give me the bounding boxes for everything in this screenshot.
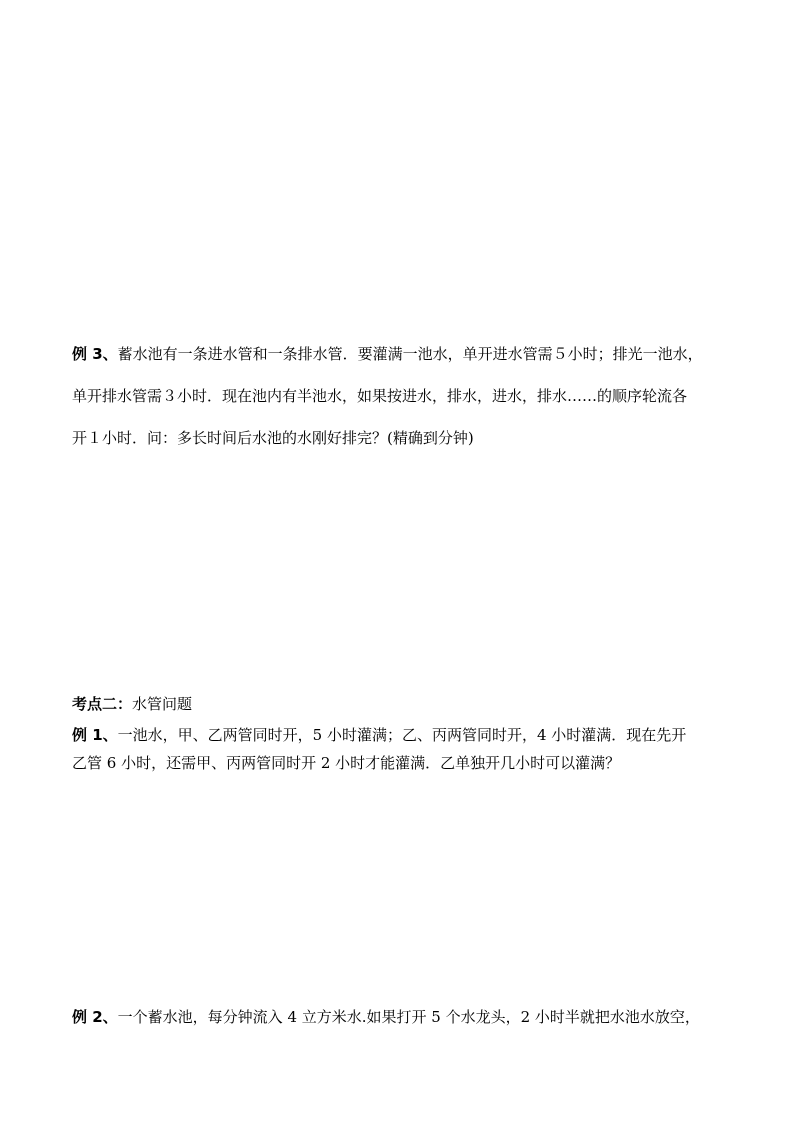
section-heading-label: 考点二： <box>72 695 133 713</box>
example-1-text-1: 一池水，甲、乙两管同时开，5 小时灌满；乙、丙两管同时开，4 小时灌满．现在先开 <box>117 726 687 744</box>
example-1 <box>72 724 724 773</box>
example-2-line-1 <box>72 1006 724 1027</box>
section-heading-line <box>72 693 724 714</box>
example-2-text-1: 一个蓄水池，每分钟流入 4 立方米水.如果打开 5 个水龙头，2 小时半就把水池水放空， <box>117 1008 700 1026</box>
example-2 <box>72 1006 724 1027</box>
example-3-line-2 <box>72 385 724 427</box>
example-3-line-3 <box>72 427 724 451</box>
example-3 <box>72 343 724 451</box>
example-1-label: 例 1、 <box>72 726 118 744</box>
example-2-label: 例 2、 <box>72 1008 118 1026</box>
example-3-line-1 <box>72 343 724 385</box>
example-3-text-3: 开１小时．问：多长时间后水池的水刚好排完？(精确到分钟) <box>72 429 474 447</box>
example-1-line-2 <box>72 752 724 773</box>
example-3-label: 例 3、 <box>72 345 118 363</box>
example-1-text-2: 乙管 6 小时，还需甲、丙两管同时开 2 小时才能灌满．乙单独开几小时可以灌满？ <box>72 754 621 772</box>
example-1-line-1 <box>72 724 724 752</box>
section-heading-text: 水管问题 <box>132 695 193 713</box>
example-3-text-1: 蓄水池有一条进水管和一条排水管．要灌满一池水，单开进水管需５小时；排光一池水， <box>117 345 703 363</box>
section-heading <box>72 693 724 714</box>
example-3-text-2: 单开排水管需３小时．现在池内有半池水，如果按进水，排水，进水，排水……的顺序轮流各 <box>72 387 688 405</box>
